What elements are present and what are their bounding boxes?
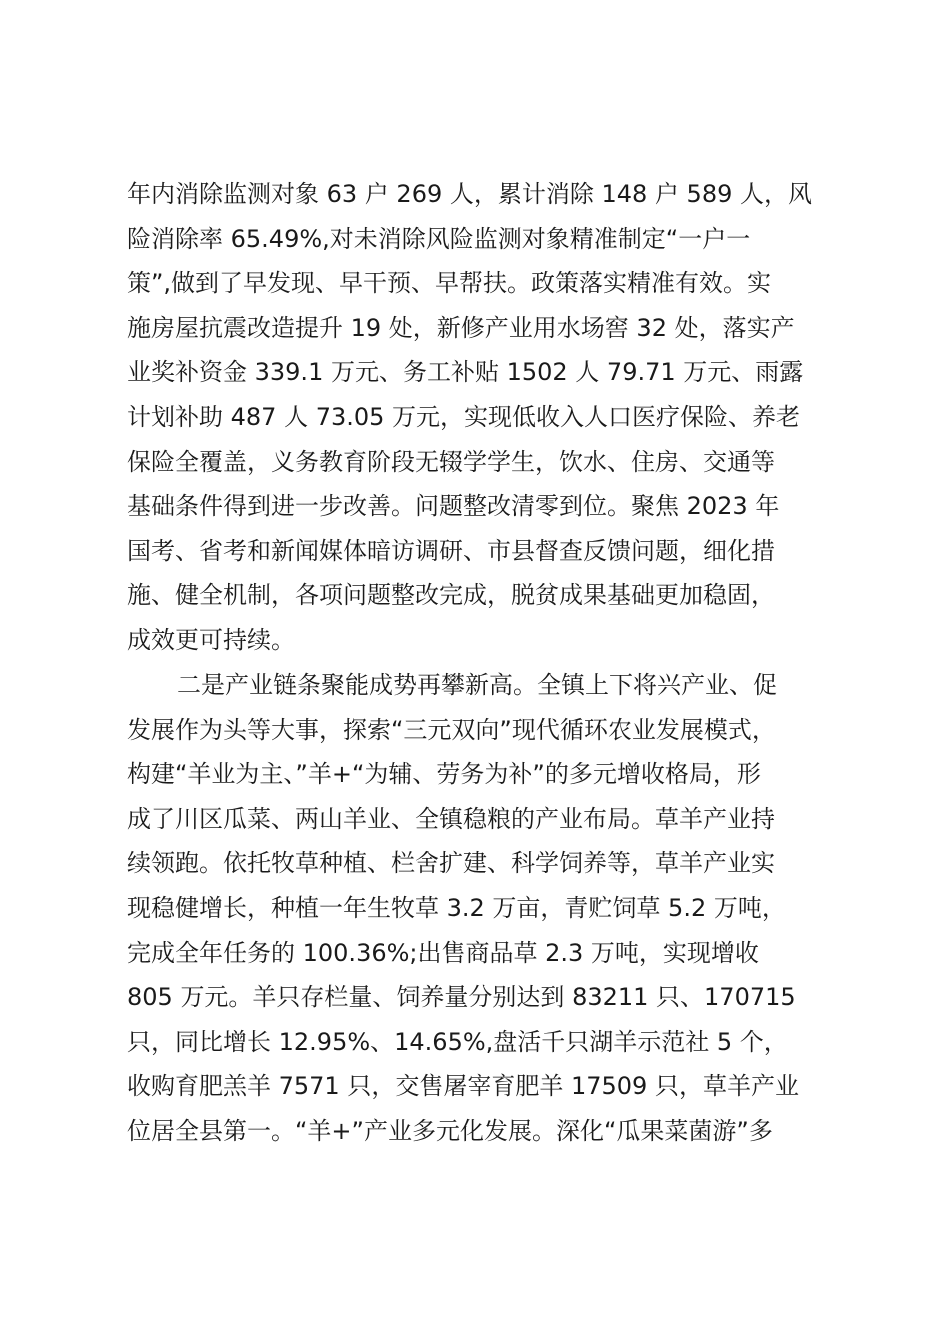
text-line: 施房屋抗震改造提升 19 处，新修产业用水场窖 32 处，落实产 xyxy=(127,313,795,342)
text-line: 国考、省考和新闻媒体暗访调研、市县督查反馈问题，细化措 xyxy=(127,536,775,565)
text-line: 发展作为头等大事，探索“三元双向”现代循环农业发展模式， xyxy=(127,715,776,744)
text-line: 成了川区瓜菜、两山羊业、全镇稳粮的产业布局。草羊产业持 xyxy=(127,804,775,833)
text-line: 计划补助 487 人 73.05 万元，实现低收入人口医疗保险、养老 xyxy=(127,402,801,431)
text-line: 基础条件得到进一步改善。问题整改清零到位。聚焦 2023 年 xyxy=(127,492,780,521)
text-line: 只，同比增长 12.95%、14.65%,盘活千只湖羊示范社 5 个， xyxy=(127,1027,788,1056)
text-line: 收购育肥羔羊 7571 只，交售屠宰育肥羊 17509 只，草羊产业 xyxy=(127,1072,799,1101)
paragraph-industry-chain xyxy=(127,663,833,1154)
text-line: 施、健全机制，各项问题整改完成，脱贫成果基础更加稳固， xyxy=(127,581,775,610)
text-line: 业奖补资金 339.1 万元、务工补贴 1502 人 79.71 万元、雨露 xyxy=(127,358,804,387)
text-line: 续领跑。依托牧草种植、栏舍扩建、科学饲养等，草羊产业实 xyxy=(127,849,775,878)
text-line: 805 万元。羊只存栏量、饲养量分别达到 83211 只、170715 xyxy=(127,983,796,1012)
text-line: 保险全覆盖，义务教育阶段无辍学学生，饮水、住房、交通等 xyxy=(127,447,775,476)
text-line: 构建“羊业为主、”羊+“为辅、劳务为补”的多元增收格局，形 xyxy=(127,760,761,789)
text-line: 险消除率 65.49%,对未消除风险监测对象精准制定“一户一 xyxy=(127,224,751,253)
text-line: 年内消除监测对象 63 户 269 人，累计消除 148 户 589 人，风 xyxy=(127,180,812,208)
text-line: 位居全县第一。“羊+”产业多元化发展。深化“瓜果菜菌游”多 xyxy=(127,1116,773,1145)
text-line: 成效更可持续。 xyxy=(127,625,295,654)
text-line: 完成全年任务的 100.36%;出售商品草 2.3 万吨，实现增收 xyxy=(127,938,759,967)
text-line: 策”,做到了早发现、早干预、早帮扶。政策落实精准有效。实 xyxy=(127,269,772,298)
text-line-indented: 二是产业链条聚能成势再攀新高。全镇上下将兴产业、促 xyxy=(177,671,777,699)
paragraph-poverty-monitoring xyxy=(127,172,833,663)
text-line: 现稳健增长，种植一年生牧草 3.2 万亩，青贮饲草 5.2 万吨， xyxy=(127,893,786,922)
